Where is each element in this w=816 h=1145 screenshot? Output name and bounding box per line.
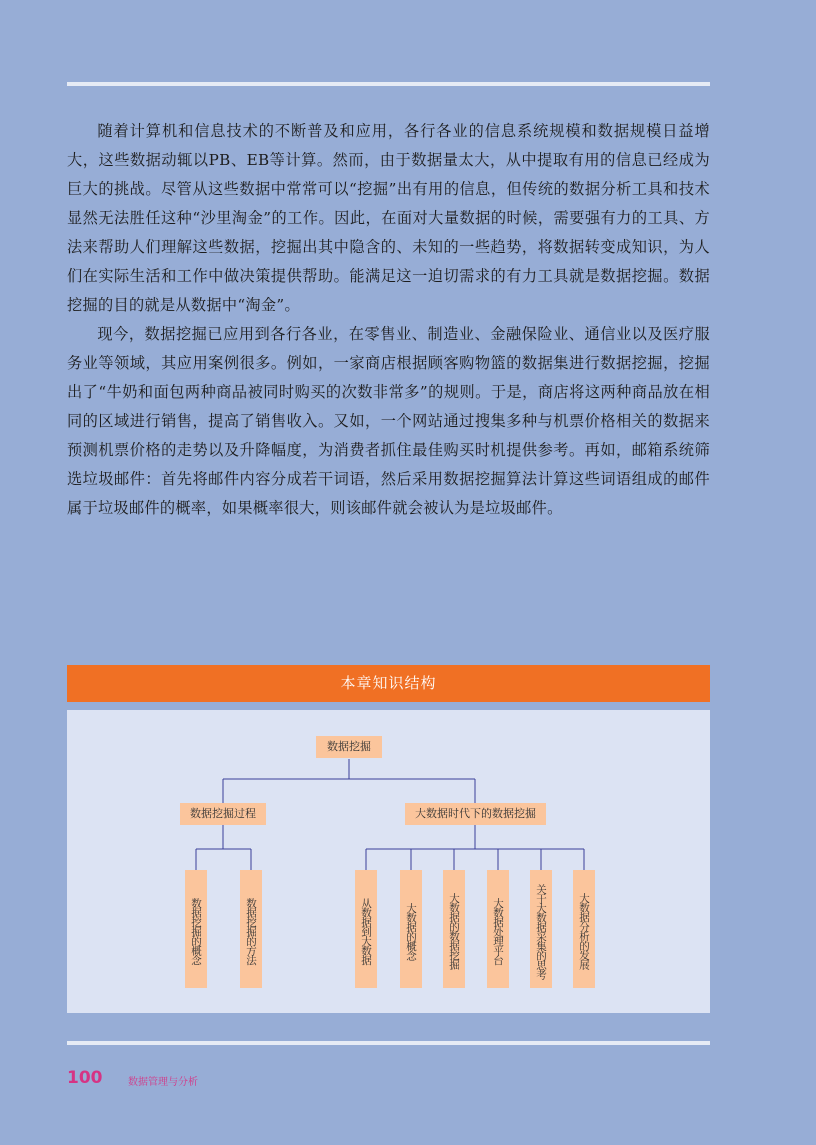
page-number: 100 [67, 1068, 103, 1088]
root-node: 数据挖掘 [316, 736, 382, 758]
leaf-node-big-data-mining: 大数据的数据挖掘 [443, 870, 465, 988]
diagram-connectors [67, 710, 710, 1013]
leaf-node-processing-platform: 大数据处理平台 [487, 870, 509, 988]
header-rule [67, 82, 710, 86]
knowledge-structure-diagram [67, 710, 710, 1013]
chapter-structure-banner: 本章知识结构 [67, 665, 710, 702]
leaf-node-mining-concept: 数据挖掘的概念 [185, 870, 207, 988]
leaf-node-collection-thoughts: 关于大数据采集的思考 [530, 870, 552, 988]
body-text [67, 117, 710, 523]
leaf-node-analysis-development: 大数据分析的发展 [573, 870, 595, 988]
leaf-node-big-data-concept: 大数据的概念 [400, 870, 422, 988]
branch-node-big-data: 大数据时代下的数据挖掘 [405, 803, 546, 825]
leaf-node-data-to-big-data: 从数据到大数据 [355, 870, 377, 988]
running-footer-title: 数据管理与分析 [128, 1077, 198, 1088]
leaf-node-mining-method: 数据挖掘的方法 [240, 870, 262, 988]
footer-rule [67, 1041, 710, 1045]
paragraph-1: 随着计算机和信息技术的不断普及和应用，各行各业的信息系统规模和数据规模日益增大，这些数据动辄以PB、EB等计算。然而，由于数据量太大，从中提取有用的信息已经成为巨大的挑战。尽管从这些数据中常常可以“挖掘”出有用的信息，但传统的数据分析工具和技术显然无法胜任这种“沙里淘金”的工作。因此，在面对大量数据的时候，需要强有力的工具、方法来帮助人们理解这些数据，挖掘出其中隐含的、未知的一些趋势，将数据转变成知识，为人们在实际生活和工作中做决策提供帮助。能满足这一迫切需求的有力工具就是数据挖掘。数据挖掘的目的就是从数据中“淘金”。 [67, 122, 710, 314]
branch-node-process: 数据挖掘过程 [180, 803, 266, 825]
paragraph-2: 现今，数据挖掘已应用到各行各业，在零售业、制造业、金融保险业、通信业以及医疗服务业等领域，其应用案例很多。例如，一家商店根据顾客购物篮的数据集进行数据挖掘，挖掘出了“牛奶和面包两种商品被同时购买的次数非常多”的规则。于是，商店将这两种商品放在相同的区域进行销售，提高了销售收入。又如，一个网站通过搜集多种与机票价格相关的数据来预测机票价格的走势以及升降幅度，为消费者抓住最佳购买时机提供参考。再如，邮箱系统筛选垃圾邮件：首先将邮件内容分成若干词语，然后采用数据挖掘算法计算这些词语组成的邮件属于垃圾邮件的概率，如果概率很大，则该邮件就会被认为是垃圾邮件。 [67, 325, 710, 517]
